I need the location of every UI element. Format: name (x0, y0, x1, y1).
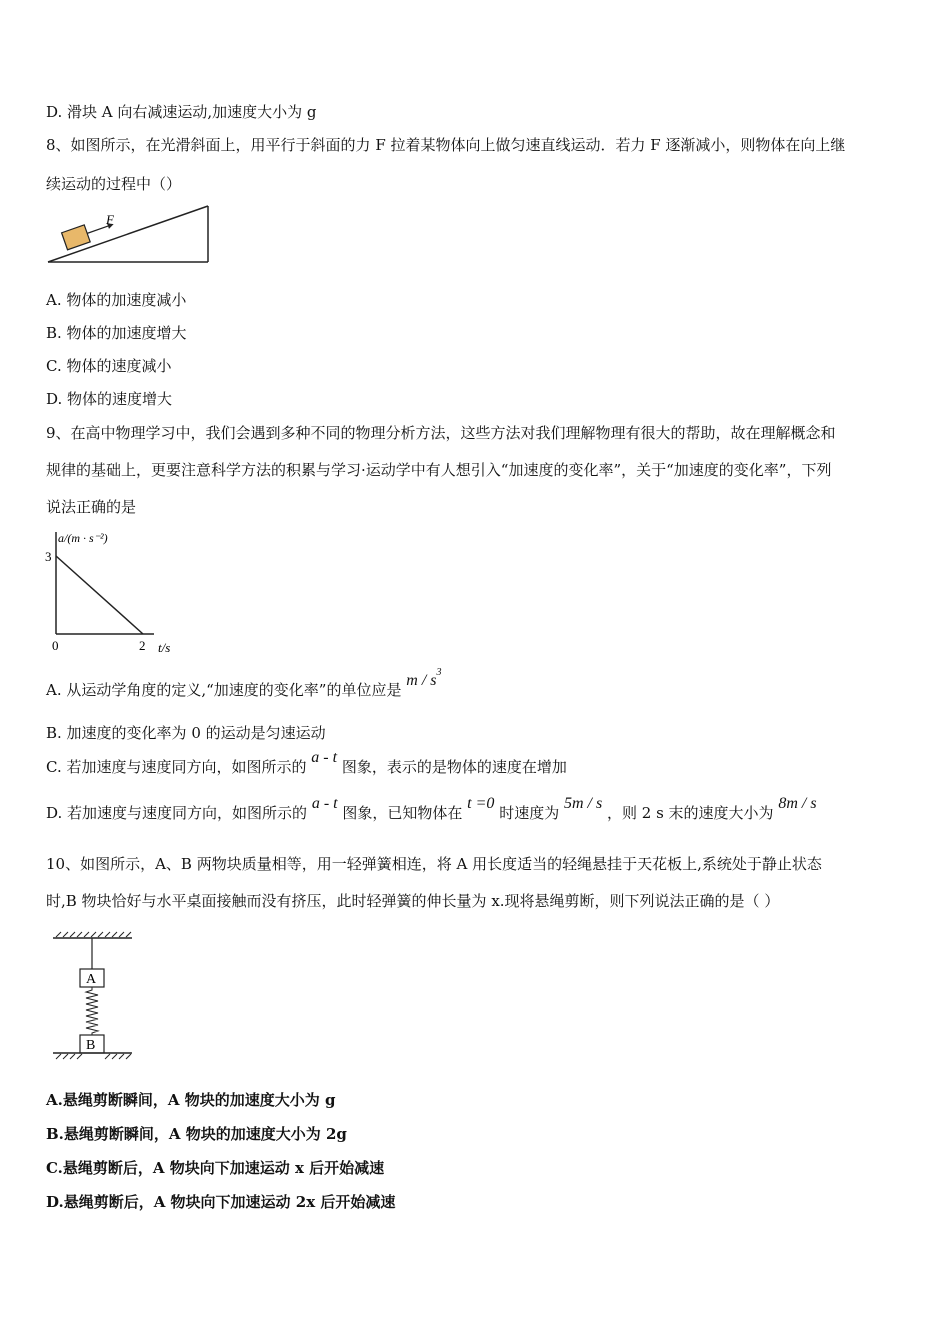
q10-spring-figure (50, 930, 136, 1062)
q10-option-d: D.悬绳剪断后，A 物块向下加速运动 2x 后开始减速 (46, 1193, 396, 1211)
q9-x-tick: 2 (139, 638, 146, 653)
q9-option-d-math4: 8m / s (778, 795, 817, 812)
q8-stem-line1: 8、如图所示，在光滑斜面上，用平行于斜面的力 F 拉着某物体向上做匀速直线运动．若力 F 逐渐减小，则物体在向上继 (46, 136, 846, 154)
q10-block-a-label: A (86, 972, 97, 987)
q9-option-a-unit: m / s (406, 672, 437, 689)
q9-option-c-post: 图象，表示的是物体的速度在增加 (341, 758, 567, 776)
q10-option-a: A.悬绳剪断瞬间，A 物块的加速度大小为 g (46, 1091, 336, 1109)
q9-stem-line3: 说法正确的是 (46, 498, 137, 516)
q9-at-graph (42, 526, 192, 656)
q9-option-c-math: a - t (311, 749, 338, 766)
q9-y-axis-label: a/(m · s⁻²) (58, 531, 108, 545)
q9-stem-line2: 规律的基础上，更要注意科学方法的积累与学习·运动学中有人想引入“加速度的变化率”，关于“加速度的变化率”，下列 (46, 461, 832, 479)
q9-option-d (46, 795, 817, 825)
q8-incline-figure (44, 204, 214, 268)
q8-force-label: F (106, 212, 114, 227)
q8-option-a: A. 物体的加速度减小 (46, 291, 187, 309)
q9-option-d-math2: t =0 (467, 795, 495, 812)
q8-option-c: C. 物体的速度减小 (46, 357, 172, 375)
q9-option-d-mid2: 时速度为 (499, 804, 560, 822)
q9-graph-line (56, 556, 143, 634)
q9-option-c-pre: C. 若加速度与速度同方向，如图所示的 (46, 758, 307, 776)
q9-option-d-mid3: ，则 2 s 末的速度大小为 (607, 804, 774, 822)
q7-option-d: D. 滑块 A 向右减速运动,加速度大小为 g (46, 103, 317, 121)
q9-origin-label: 0 (52, 638, 59, 653)
q8-option-d: D. 物体的速度增大 (46, 390, 173, 408)
q9-option-a-exponent: 3 (436, 667, 442, 678)
q10-stem-line1: 10、如图所示，A、B 两物块质量相等，用一轻弹簧相连，将 A 用长度适当的轻绳悬挂于天花板上,系统处于静止状态 (46, 855, 822, 873)
q9-option-d-math3: 5m / s (564, 795, 603, 812)
q9-stem-line1: 9、在高中物理学习中，我们会遇到多种不同的物理分析方法，这些方法对我们理解物理有很大的帮助，故在理解概念和 (46, 424, 836, 442)
q9-option-d-mid1: 图象，已知物体在 (342, 804, 463, 822)
q10-stem-line2: 时,B 物块恰好与水平桌面接触而没有挤压，此时轻弹簧的伸长量为 x.现将悬绳剪断，则下列说法正确的是（ ） (46, 892, 780, 910)
q9-option-d-pre: D. 若加速度与速度同方向，如图所示的 (46, 804, 308, 822)
q9-option-d-math1: a - t (311, 795, 338, 812)
q10-block-b-label: B (86, 1038, 96, 1053)
q8-stem-line2: 续运动的过程中（） (46, 175, 182, 193)
q9-option-c (46, 749, 567, 779)
q9-option-a (46, 667, 442, 702)
q10-option-b: B.悬绳剪断瞬间，A 物块的加速度大小为 2g (46, 1125, 347, 1143)
q9-x-axis-label: t/s (158, 640, 171, 655)
q9-option-b: B. 加速度的变化率为 0 的运动是匀速运动 (46, 724, 326, 742)
q9-y-tick: 3 (45, 549, 52, 564)
q9-option-a-text: A. 从运动学角度的定义,“加速度的变化率”的单位应是 (46, 681, 402, 699)
q8-option-b: B. 物体的加速度增大 (46, 324, 187, 342)
q10-option-c: C.悬绳剪断后，A 物块向下加速运动 x 后开始减速 (46, 1159, 385, 1177)
